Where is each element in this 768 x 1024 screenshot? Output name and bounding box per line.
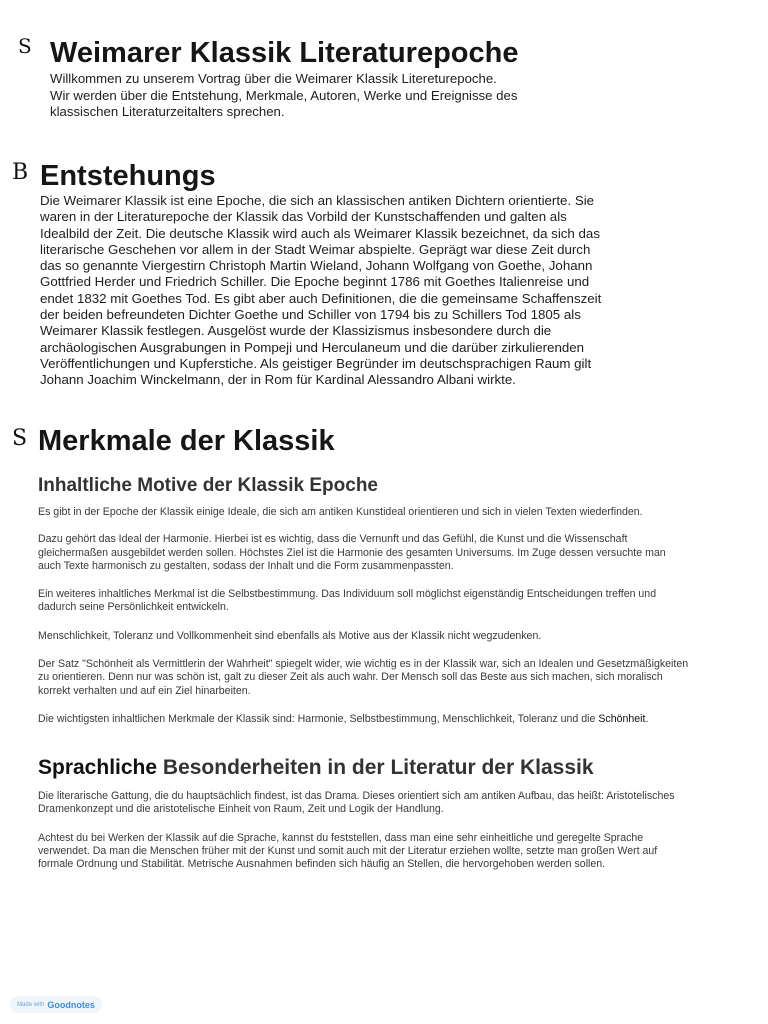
merkmale-paragraph-3 <box>38 588 758 615</box>
sprachliche-paragraph-2 <box>38 832 758 872</box>
paragraph-line: Die literarische Gattung, die du hauptsächlich findest, ist das Drama. Dieses orientiert sich am antiken Aufbau, das heißt: Aristotelisches <box>38 790 675 802</box>
entstehung-paragraph <box>40 193 740 389</box>
intro-paragraph <box>50 71 750 121</box>
paragraph-text: Die wichtigsten inhaltlichen Merkmale der Klassik sind: Harmonie, Selbstbestimmung, Menschlichkeit, Toleranz und die <box>38 712 599 725</box>
body-line: das so genannte Viergestirn Christoph Martin Wieland, Johann Wolfgang von Goethe, Johann <box>40 258 593 274</box>
page-title: Weimarer Klassik Literaturepoche <box>50 37 519 69</box>
merkmale-paragraph-5 <box>38 658 758 698</box>
intro-line: Willkommen zu unserem Vortrag über die Weimarer Klassik Litereturepoche. <box>50 71 497 86</box>
paragraph-line: Dramenkonzept und die aristotelische Einheit von Raum, Zeit und Logik der Handlung. <box>38 803 444 816</box>
subheading-inhaltliche-motive: Inhaltliche Motive der Klassik Epoche <box>38 475 378 496</box>
section-heading-merkmale: Merkmale der Klassik <box>38 425 335 457</box>
body-line: der beiden befreundeten Dichter Goethe und Schiller von 1794 bis zu Schillers Tod 1805 als <box>40 307 581 323</box>
body-line: endet 1832 mit Goethes Tod. Es gibt aber auch Definitionen, die die gemeinsame Schaffenszeit <box>40 290 602 306</box>
handwritten-mark-2: B <box>12 160 29 185</box>
section-sprachliche <box>38 756 758 871</box>
badge-prefix: Made with <box>17 1001 45 1008</box>
body-line: Johann Joachim Winckelmann, der in Rom für Kardinal Alessandro Albani wirkte. <box>40 372 516 388</box>
paragraph-line: Ein weiteres inhaltliches Merkmal ist die Selbstbestimmung. Das Individuum soll möglichst eigenständig Entscheidungen treffen und <box>38 588 657 601</box>
intro-line: klassischen Literaturzeitalters sprechen. <box>50 104 285 119</box>
paragraph-line: zu orientieren. Denn nur was schön ist, galt zu dieser Zeit als auch wahr. Der Mensch soll das Beste aus sich machen, sich moralisch <box>38 671 663 684</box>
paragraph-line: auch Texte harmonisch zu gestalten, sodass der Inhalt und die Form zusammenpassten. <box>38 559 454 572</box>
paragraph-line: formale Ordnung und Stabilität. Metrische Ausnahmen befinden sich häufig an Stellen, die hervorgehoben werden sollen. <box>38 858 606 871</box>
body-line: waren in der Literaturepoche der Klassik das Vorbild der Kunstschaffenden und galten als <box>40 209 567 225</box>
highlighted-word: Schönheit <box>598 712 646 725</box>
paragraph-line: Achtest du bei Werken der Klassik auf die Sprache, kannst du feststellen, dass man eine sehr einheitliche und geregelte Sprache <box>38 831 644 844</box>
heading-strong-word: Sprachliche <box>38 756 158 779</box>
heading-rest: Besonderheiten in der Literatur der Klassik <box>157 756 594 779</box>
subheading-sprachliche-besonderheiten <box>38 756 758 780</box>
body-line: Idealbild der Zeit. Die deutsche Klassik wird auch als Weimarer Klassik bezeichnet, da sich das <box>40 225 600 241</box>
body-line: Gottfried Herder und Friedrich Schiller. Die Epoche beginnt 1786 mit Goethes Italienreise und <box>40 274 590 290</box>
body-line: literarische Geschehen vor allem in der Stadt Weimar abspielte. Geprägt war diese Zeit durch <box>40 241 591 257</box>
paragraph-line: korrekt verhalten und auf ein Ziel hinarbeiten. <box>38 684 251 697</box>
paragraph-line: Dazu gehört das Ideal der Harmonie. Hierbei ist es wichtig, dass die Vernunft und das Gefühl, die Kunst und die Wissenschaft <box>38 533 628 546</box>
merkmale-paragraph-6 <box>38 713 758 726</box>
paragraph-line: verwendet. Da man die Menschen früher mit der Kunst und somit auch mit der Literatur erziehen wollte, setzte man großen Wert auf <box>38 844 658 857</box>
body-line: Die Weimarer Klassik ist eine Epoche, die sich an klassischen antiken Dichtern orientierte. Sie <box>40 193 595 208</box>
body-line: Veröffentlichungen und Kupferstiche. Als geistiger Begründer im deutschsprachigen Raum gilt <box>40 355 592 371</box>
section-heading-entstehung: Entstehungs <box>40 160 216 192</box>
handwritten-mark-3: S <box>12 426 28 451</box>
body-line: archäologischen Ausgrabungen in Pompeji und Herculaneum und die darüber zirkulierenden <box>40 339 585 355</box>
section-entstehung <box>40 160 740 389</box>
body-line: Weimarer Klassik festlegen. Ausgelöst wurde der Klassizismus insbesondere durch die <box>40 323 552 339</box>
section-merkmale <box>38 425 758 726</box>
intro-line: Wir werden über die Entstehung, Merkmale, Autoren, Werke und Ereignisse des <box>50 87 518 103</box>
paragraph-line: dadurch seine Persönlichkeit entwickeln. <box>38 601 229 614</box>
handwritten-mark-1: S <box>18 34 32 58</box>
paragraph-line: Der Satz "Schönheit als Vermittlerin der Wahrheit" spiegelt wider, wie wichtig es in der Klassik war, sich an Idealen und Gesetzmäßigkeiten <box>38 658 689 671</box>
merkmale-paragraph-4: Menschlichkeit, Toleranz und Vollkommenheit sind ebenfalls als Motive aus der Klassik nicht wegzudenken. <box>38 629 542 642</box>
merkmale-paragraph-1: Es gibt in der Epoche der Klassik einige Ideale, die sich am antiken Kunstideal orientieren und sich in vielen Texten wiederfinden. <box>38 506 643 518</box>
section-intro <box>50 37 750 121</box>
paragraph-text: . <box>645 712 649 725</box>
merkmale-paragraph-2 <box>38 533 758 573</box>
made-with-goodnotes-badge[interactable] <box>10 996 102 1013</box>
badge-brand: Goodnotes <box>47 999 95 1010</box>
sprachliche-paragraph-1 <box>38 790 758 817</box>
paragraph-line: gleichermaßen ausgebildet werden sollen. Höchstes Ziel ist die Harmonie des gesamten Universums. Im Zuge dessen versuchte man <box>38 546 666 559</box>
